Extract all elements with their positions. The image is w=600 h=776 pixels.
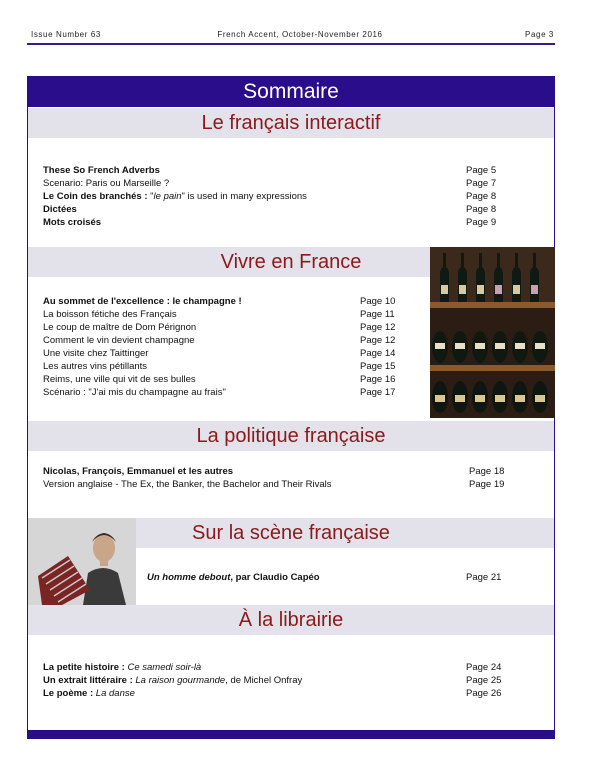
toc-entry-text: Scénario : "J'ai mis du champagne au frais" xyxy=(43,387,226,398)
toc-page-ref: Page 8 xyxy=(466,204,497,215)
toc-entry-text: These So French Adverbs xyxy=(43,165,160,176)
toc-page-ref: Page 25 xyxy=(466,675,502,686)
toc-entry-text: Un homme debout xyxy=(147,572,231,583)
toc-entry-text: , de Michel Onfray xyxy=(225,675,303,686)
toc-entry[interactable] xyxy=(43,177,169,190)
toc-page-ref: Page 11 xyxy=(360,309,395,320)
toc-page-ref: Page 10 xyxy=(360,296,396,307)
toc-entry-text: Le Coin des branchés : xyxy=(43,191,148,202)
toc-entry[interactable] xyxy=(147,571,320,584)
contents-title: Sommaire xyxy=(28,77,554,107)
toc-entry[interactable] xyxy=(43,373,196,386)
singer-accordion-photo xyxy=(28,518,136,605)
toc-entry-text: Reims, une ville qui vit de ses bulles xyxy=(43,374,196,385)
toc-entry-text: , par Claudio Capéo xyxy=(230,572,320,583)
toc-entry-text: " is used in many expressions xyxy=(181,191,307,202)
toc-entry[interactable] xyxy=(43,203,77,216)
champagne-bottles-photo xyxy=(430,247,555,418)
toc-entry[interactable] xyxy=(43,347,148,360)
toc-page-ref: Page 12 xyxy=(360,335,396,346)
toc-entry[interactable] xyxy=(43,308,177,321)
toc-entry-text: La raison gourmande xyxy=(132,675,226,686)
toc-entry-text: le pain xyxy=(153,191,182,202)
toc-entry[interactable] xyxy=(43,164,160,177)
toc-entry[interactable] xyxy=(43,295,242,308)
toc-page-ref: Page 26 xyxy=(466,688,502,699)
section-heading-politique: La politique française xyxy=(28,421,554,451)
issue-number: Issue Number 63 xyxy=(31,30,101,39)
toc-entry-text: La boisson fétiche des Français xyxy=(43,309,177,320)
toc-entry[interactable] xyxy=(43,478,332,491)
toc-page-ref: Page 14 xyxy=(360,348,396,359)
bottom-bar xyxy=(28,730,554,738)
toc-entry-text: Au sommet de l'excellence : le champagne ! xyxy=(43,296,242,307)
toc-entry-text: Dictées xyxy=(43,204,77,215)
toc-entry[interactable] xyxy=(43,360,147,373)
publication-title: French Accent, October-November 2016 xyxy=(217,30,383,39)
toc-entry[interactable] xyxy=(43,216,101,229)
section-heading-vivre-en-france: Vivre en France xyxy=(28,247,554,277)
toc-entry[interactable] xyxy=(43,661,201,674)
toc-entry-text: Mots croisés xyxy=(43,217,102,228)
toc-entry-text: La petite histoire : xyxy=(43,662,125,673)
page-number: Page 3 xyxy=(525,30,554,39)
toc-entry-text: Le poème : xyxy=(43,688,94,699)
toc-entry[interactable] xyxy=(43,321,196,334)
toc-entry-text: Le coup de maître de Dom Pérignon xyxy=(43,322,197,333)
toc-page-ref: Page 9 xyxy=(466,217,497,228)
toc-entry-text: " xyxy=(147,191,154,202)
toc-page-ref: Page 5 xyxy=(466,165,497,176)
toc-entry-text: Un extrait littéraire : xyxy=(43,675,133,686)
toc-page-ref: Page 16 xyxy=(360,374,396,385)
toc-entry[interactable] xyxy=(43,190,307,203)
section-heading-scene: Sur la scène française xyxy=(28,518,554,548)
toc-entry-text: Version anglaise - The Ex, the Banker, the Bachelor and Their Rivals xyxy=(43,479,332,490)
toc-page-ref: Page 15 xyxy=(360,361,396,372)
toc-page-ref: Page 12 xyxy=(360,322,396,333)
toc-entry-text: Ce samedi soir-là xyxy=(124,662,202,673)
toc-entry[interactable] xyxy=(43,465,233,478)
section-heading-librairie: À la librairie xyxy=(28,605,554,635)
toc-page-ref: Page 8 xyxy=(466,191,497,202)
toc-entry[interactable] xyxy=(43,674,302,687)
header-rule xyxy=(27,43,555,45)
toc-entry-text: Les autres vins pétillants xyxy=(43,361,148,372)
toc-entry-text: La danse xyxy=(93,688,135,699)
toc-entry-text: Comment le vin devient champagne xyxy=(43,335,195,346)
section-heading-francais-interactif: Le français interactif xyxy=(28,108,554,138)
toc-page-ref: Page 24 xyxy=(466,662,502,673)
toc-entry-text: Nicolas, François, Emmanuel et les autres xyxy=(43,466,234,477)
toc-entry[interactable] xyxy=(43,334,195,347)
toc-page-ref: Page 18 xyxy=(469,466,505,477)
toc-entry[interactable] xyxy=(43,687,135,700)
toc-entry-text: Une visite chez Taittinger xyxy=(43,348,149,359)
toc-page-ref: Page 17 xyxy=(360,387,396,398)
toc-page-ref: Page 7 xyxy=(466,178,497,189)
toc-entry-text: Scenario: Paris ou Marseille ? xyxy=(43,178,170,189)
toc-page-ref: Page 19 xyxy=(469,479,505,490)
contents-frame xyxy=(27,76,555,739)
toc-page-ref: Page 21 xyxy=(466,572,502,583)
toc-entry[interactable] xyxy=(43,386,226,399)
